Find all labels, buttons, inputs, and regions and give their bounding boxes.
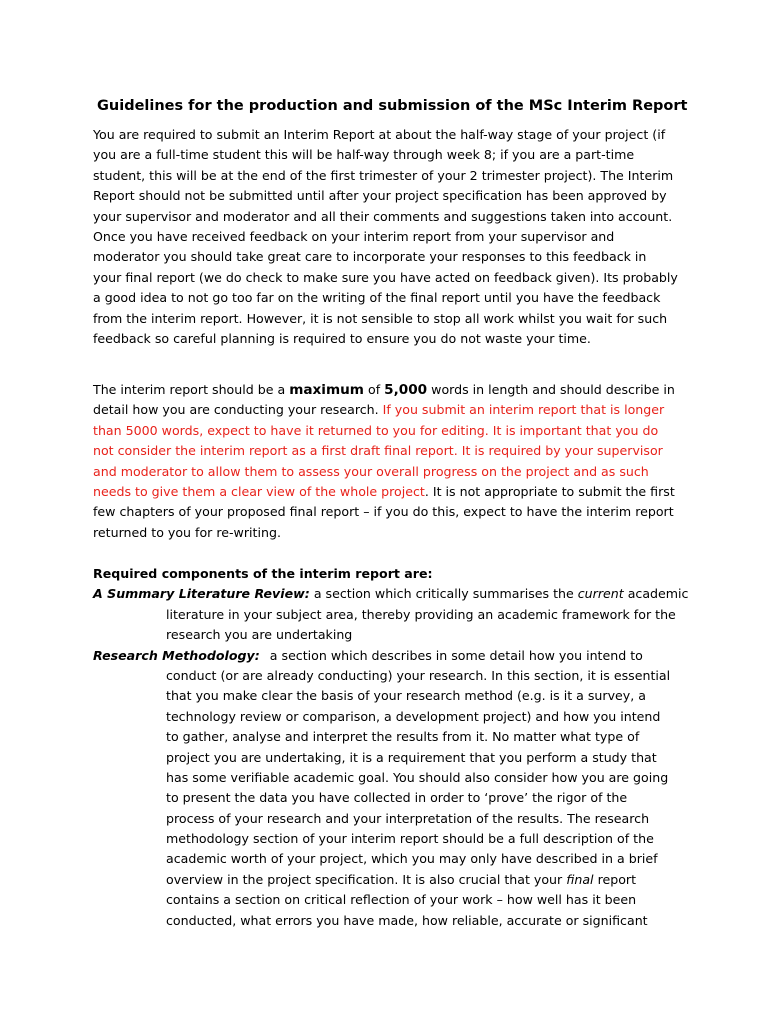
paragraph-line: returned to you for re-writing. bbox=[93, 524, 281, 540]
text-run: The interim report should be a bbox=[93, 382, 290, 397]
page-title: Guidelines for the production and submission of the MSc Interim Report bbox=[97, 98, 688, 114]
paragraph-line: student, this will be at the end of the first trimester of your 2 trimester project). The Interim bbox=[93, 167, 674, 183]
definition-line: has some verifiable academic goal. You should also consider how you are going bbox=[166, 769, 669, 785]
warning-text: and moderator to allow them to assess your overall progress on the project and as such bbox=[93, 463, 649, 479]
definition-line: research you are undertaking bbox=[166, 627, 353, 643]
paragraph-line bbox=[93, 482, 683, 502]
text-run: report bbox=[593, 871, 637, 887]
definition-line bbox=[93, 870, 683, 890]
definition-line: conduct (or are already conducting) your research. In this section, it is essential bbox=[166, 667, 671, 683]
literature-review-term: A Summary Literature Review: bbox=[93, 586, 310, 602]
paragraph-line: You are required to submit an Interim Report at about the half-way stage of your project (if bbox=[93, 127, 666, 142]
text-run: of bbox=[363, 382, 385, 397]
research-methodology-term: Research Methodology: bbox=[93, 647, 260, 663]
definition-line: to gather, analyse and interpret the results from it. No matter what type of bbox=[166, 729, 640, 745]
text-run: words in length and should describe in bbox=[427, 382, 675, 397]
emphasis-current: current bbox=[577, 586, 624, 602]
definition-line: conducted, what errors you have made, how reliable, accurate or significant bbox=[166, 912, 648, 928]
definition-line: academic worth of your project, which you may only have described in a brief bbox=[166, 851, 658, 867]
definition-line: project you are undertaking, it is a requirement that you perform a study that bbox=[166, 749, 657, 765]
text-run: detail how you are conducting your research. bbox=[93, 402, 383, 418]
maximum-emphasis: maximum bbox=[289, 382, 364, 398]
warning-text: not consider the interim report as a first draft final report. It is required by your supervisor bbox=[93, 443, 663, 459]
emphasis-final: final bbox=[566, 871, 594, 887]
paragraph-line: you are a full-time student this will be half-way through week 8; if you are a part-time bbox=[93, 147, 635, 163]
section-heading: Required components of the interim report are: bbox=[93, 566, 433, 581]
paragraph-line bbox=[93, 400, 683, 420]
warning-text: If you submit an interim report that is longer bbox=[382, 402, 665, 418]
paragraph-line: few chapters of your proposed final report – if you do this, expect to have the interim report bbox=[93, 504, 674, 520]
word-limit-paragraph bbox=[93, 380, 683, 543]
paragraph-line: your supervisor and moderator and all their comments and suggestions taken into account. bbox=[93, 208, 673, 224]
paragraph-line: feedback so careful planning is required to ensure you do not waste your time. bbox=[93, 330, 591, 346]
paragraph-line: your final report (we do check to make sure you have acted on feedback given). Its probably bbox=[93, 269, 678, 285]
definition-line: technology review or comparison, a development project) and how you intend bbox=[166, 708, 661, 724]
definition-line: contains a section on critical reflection of your work – how well has it been bbox=[166, 892, 637, 908]
paragraph-line: moderator you should take great care to incorporate your responses to this feedback in bbox=[93, 249, 647, 265]
definition-line bbox=[93, 646, 683, 666]
definition-line bbox=[93, 584, 689, 604]
paragraph-line bbox=[93, 380, 683, 400]
text-run: overview in the project specification. It is also crucial that your bbox=[166, 871, 567, 887]
warning-text: needs to give them a clear view of the whole project bbox=[93, 483, 425, 499]
definition-line: literature in your subject area, thereby providing an academic framework for the bbox=[166, 606, 676, 622]
text-run: academic bbox=[623, 586, 689, 602]
text-run: . It is not appropriate to submit the first bbox=[424, 483, 675, 499]
text-run: a section which critically summarises the bbox=[309, 586, 578, 602]
definition-line: to present the data you have collected in order to ‘prove’ the rigor of the bbox=[166, 790, 628, 806]
paragraph-line: Once you have received feedback on your interim report from your supervisor and bbox=[93, 228, 615, 244]
paragraph-line: a good idea to not go too far on the writing of the final report until you have the feedback bbox=[93, 290, 661, 306]
components-section bbox=[93, 564, 689, 931]
definition-line: that you make clear the basis of your research method (e.g. is it a survey, a bbox=[166, 688, 646, 704]
definition-line: methodology section of your interim report should be a full description of the bbox=[166, 831, 654, 847]
definition-line: process of your research and your interpretation of the results. The research bbox=[166, 810, 650, 826]
paragraph-line: from the interim report. However, it is not sensible to stop all work whilst you wait for such bbox=[93, 310, 668, 326]
word-count-emphasis: 5,000 bbox=[384, 382, 428, 398]
text-run: a section which describes in some detail how you intend to bbox=[269, 647, 643, 663]
intro-paragraph bbox=[93, 125, 683, 349]
warning-text: than 5000 words, expect to have it returned to you for editing. It is important that you do bbox=[93, 422, 659, 438]
paragraph-line: Report should not be submitted until after your project specification has been approved by bbox=[93, 188, 667, 204]
